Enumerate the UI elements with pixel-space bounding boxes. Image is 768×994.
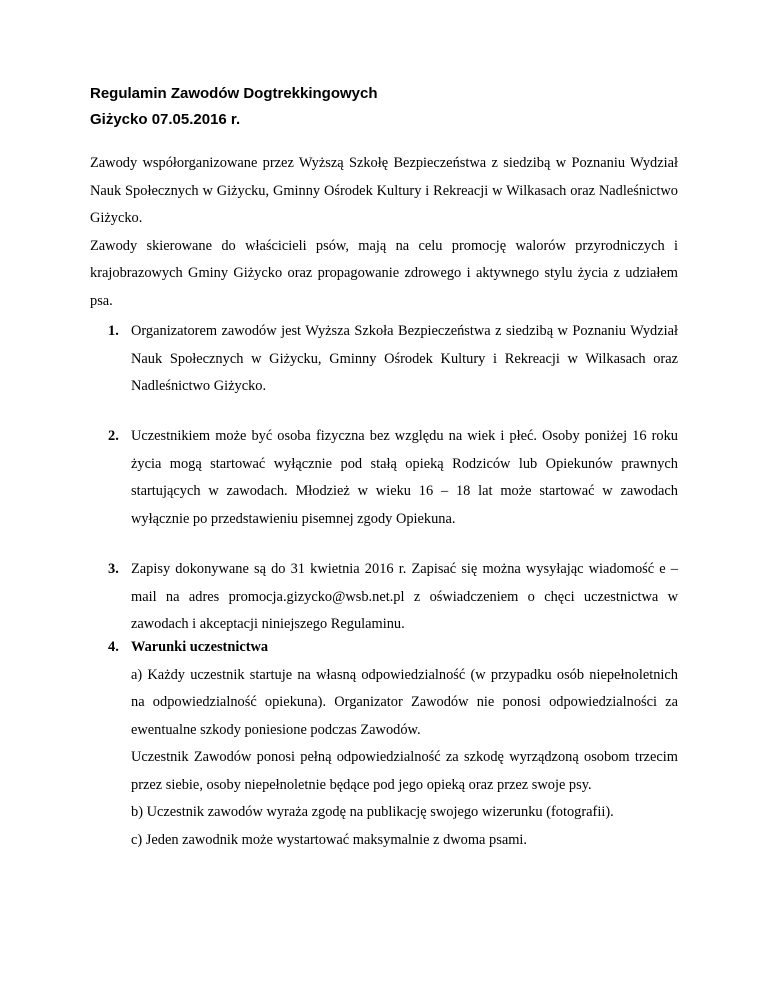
condition-b-text: b) Uczestnik zawodów wyraża zgodę na publikację swojego wizerunku (fotografii). (131, 804, 614, 820)
intro-paragraph-organizers: Zawody współorganizowane przez Wyższą Szkołę Bezpieczeństwa z siedzibą w Poznaniu Wydział Nauk Społecznych w Giżycku, Gminny Ośrodek Kultury i Rekreacji w Wilkasach oraz Nadleśnictwo Giżycko. (90, 155, 678, 226)
document-date-location: Giżycko 07.05.2016 r. (90, 111, 241, 128)
list-item-number: 3. (108, 561, 119, 577)
list-item-text: Zapisy dokonywane są do 31 kwietnia 2016 r. Zapisać się można wysyłając wiadomość e – mail na adres promocja.gizycko@wsb.net.pl z oświadczeniem o chęci uczestnictwa w zawodach i akceptacji niniejszego Regulaminu. (131, 561, 678, 632)
document-title: Regulamin Zawodów Dogtrekkingowych (90, 85, 378, 102)
list-item-number: 4. (108, 639, 119, 655)
list-item-number: 2. (108, 428, 119, 444)
condition-a-text: a) Każdy uczestnik startuje na własną odpowiedzialność (w przypadku osób niepełnoletnich na odpowiedzialność opiekuna). Organizator Zawodów nie ponosi odpowiedzialności za ewentualne szkody poniesione podczas Zawodów. (131, 666, 678, 738)
list-item-text: Uczestnikiem może być osoba fizyczna bez względu na wiek i płeć. Osoby poniżej 16 roku życia mogą startować wyłącznie pod stałą opieką Rodziców lub Opiekunów prawnych startujących w zawodach. Młodzież w wieku 16 – 18 lat może startować w zawodach wyłącznie po przedstawieniu pisemnej zgody Opiekuna. (131, 428, 678, 527)
condition-c-text: c) Jeden zawodnik może wystartować maksymalnie z dwoma psami. (131, 831, 528, 848)
intro-section (90, 150, 678, 315)
condition-a-liability-text: Uczestnik Zawodów ponosi pełną odpowiedzialność za szkodę wyrządzoną osobom trzecim przez siebie, osoby niepełnoletnie będące pod jego opieką oraz przez swoje psy. (131, 749, 678, 793)
list-item-number: 1. (108, 323, 119, 339)
list-item-text: Organizatorem zawodów jest Wyższa Szkoła Bezpieczeństwa z siedzibą w Poznaniu Wydział Nauk Społecznych w Giżycku, Gminny Ośrodek Kultury i Rekreacji w Wilkasach oraz Nadleśnictwo Giżycko. (131, 323, 678, 394)
intro-paragraph-purpose: Zawody skierowane do właścicieli psów, mają na celu promocję walorów przyrodniczych i krajobrazowych Gminy Giżycko oraz propagowanie zdrowego i aktywnego stylu życia z udziałem psa. (90, 237, 678, 309)
section-title-conditions: Warunki uczestnictwa (131, 639, 269, 655)
